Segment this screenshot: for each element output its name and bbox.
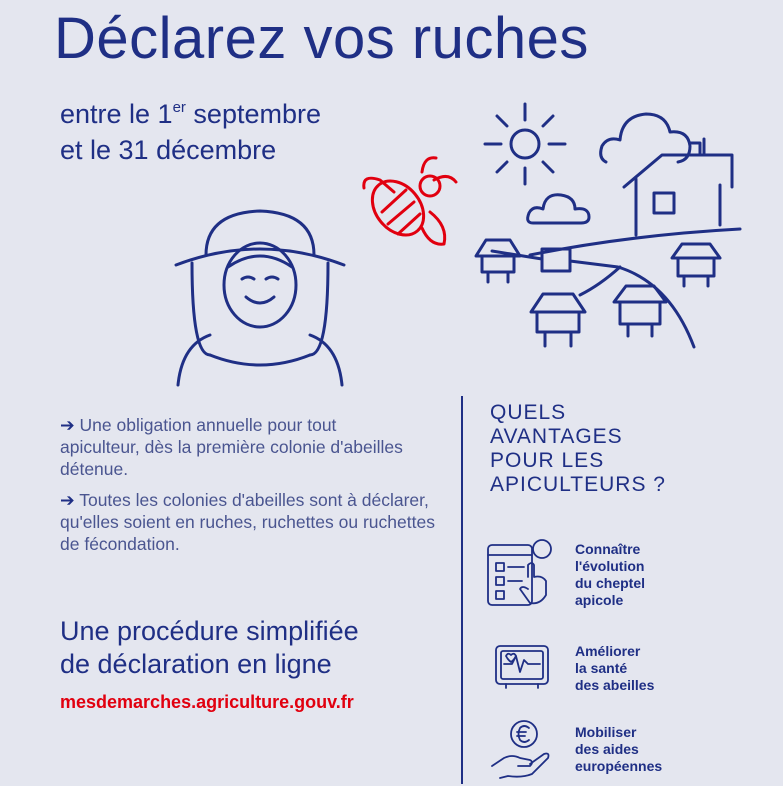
benefit-line: Mobiliser [575,724,637,740]
benefit-line: Améliorer [575,643,641,659]
beehive-icon [527,290,589,352]
beehive-icon [610,282,670,342]
benefit-line: l'évolution [575,558,645,574]
euro-hand-icon [488,718,554,780]
advantages-title-line: QUELS [490,401,567,424]
beekeeper-icon [170,205,350,390]
benefit-aides [575,724,705,775]
procedure-heading [60,615,460,681]
beehive-icon [472,236,524,288]
benefit-sante [575,643,705,694]
dates-line1-prefix: entre le 1 [60,99,173,129]
sun-icon [480,100,570,190]
advantages-title [490,401,750,497]
arrow-icon: ➔ [60,415,75,435]
benefit-line: des abeilles [575,677,655,693]
dates-line2: et le 31 décembre [60,135,277,165]
bee-icon [360,152,460,252]
benefit-line: européennes [575,758,663,774]
page-title: Déclarez vos ruches [54,6,589,71]
dates-superscript: er [172,99,186,116]
bullet-text: Toutes les colonies d'abeilles sont à déclarer, qu'elles soient en ruches, ruchettes ou ruchettes de fécondation. [60,490,435,554]
beehive-icon [668,240,724,292]
benefit-line: la santé [575,660,628,676]
benefit-cheptel [575,541,705,609]
benefit-line: Connaître [575,541,641,557]
procedure-line2: de déclaration en ligne [60,649,332,679]
dates-line1-suffix: septembre [185,99,321,129]
advantages-title-line: APICULTEURS ? [490,473,666,496]
arrow-icon: ➔ [60,490,75,510]
column-divider [461,396,463,784]
bullet-colonies [60,489,440,555]
procedure-line1: Une procédure simplifiée [60,616,359,646]
tablet-hand-icon [484,537,556,611]
benefit-line: apicole [575,592,624,608]
benefit-line: des aides [575,741,639,757]
advantages-title-line: AVANTAGES [490,425,623,448]
benefit-line: du cheptel [575,575,646,591]
health-monitor-icon [492,642,552,692]
declaration-period [60,96,400,168]
declaration-link[interactable]: mesdemarches.agriculture.gouv.fr [60,692,354,712]
bullet-obligation [60,414,420,480]
advantages-title-line: POUR LES [490,449,605,472]
bullet-text: Une obligation annuelle pour tout apiculteur, dès la première colonie d'abeilles détenue. [60,415,403,479]
